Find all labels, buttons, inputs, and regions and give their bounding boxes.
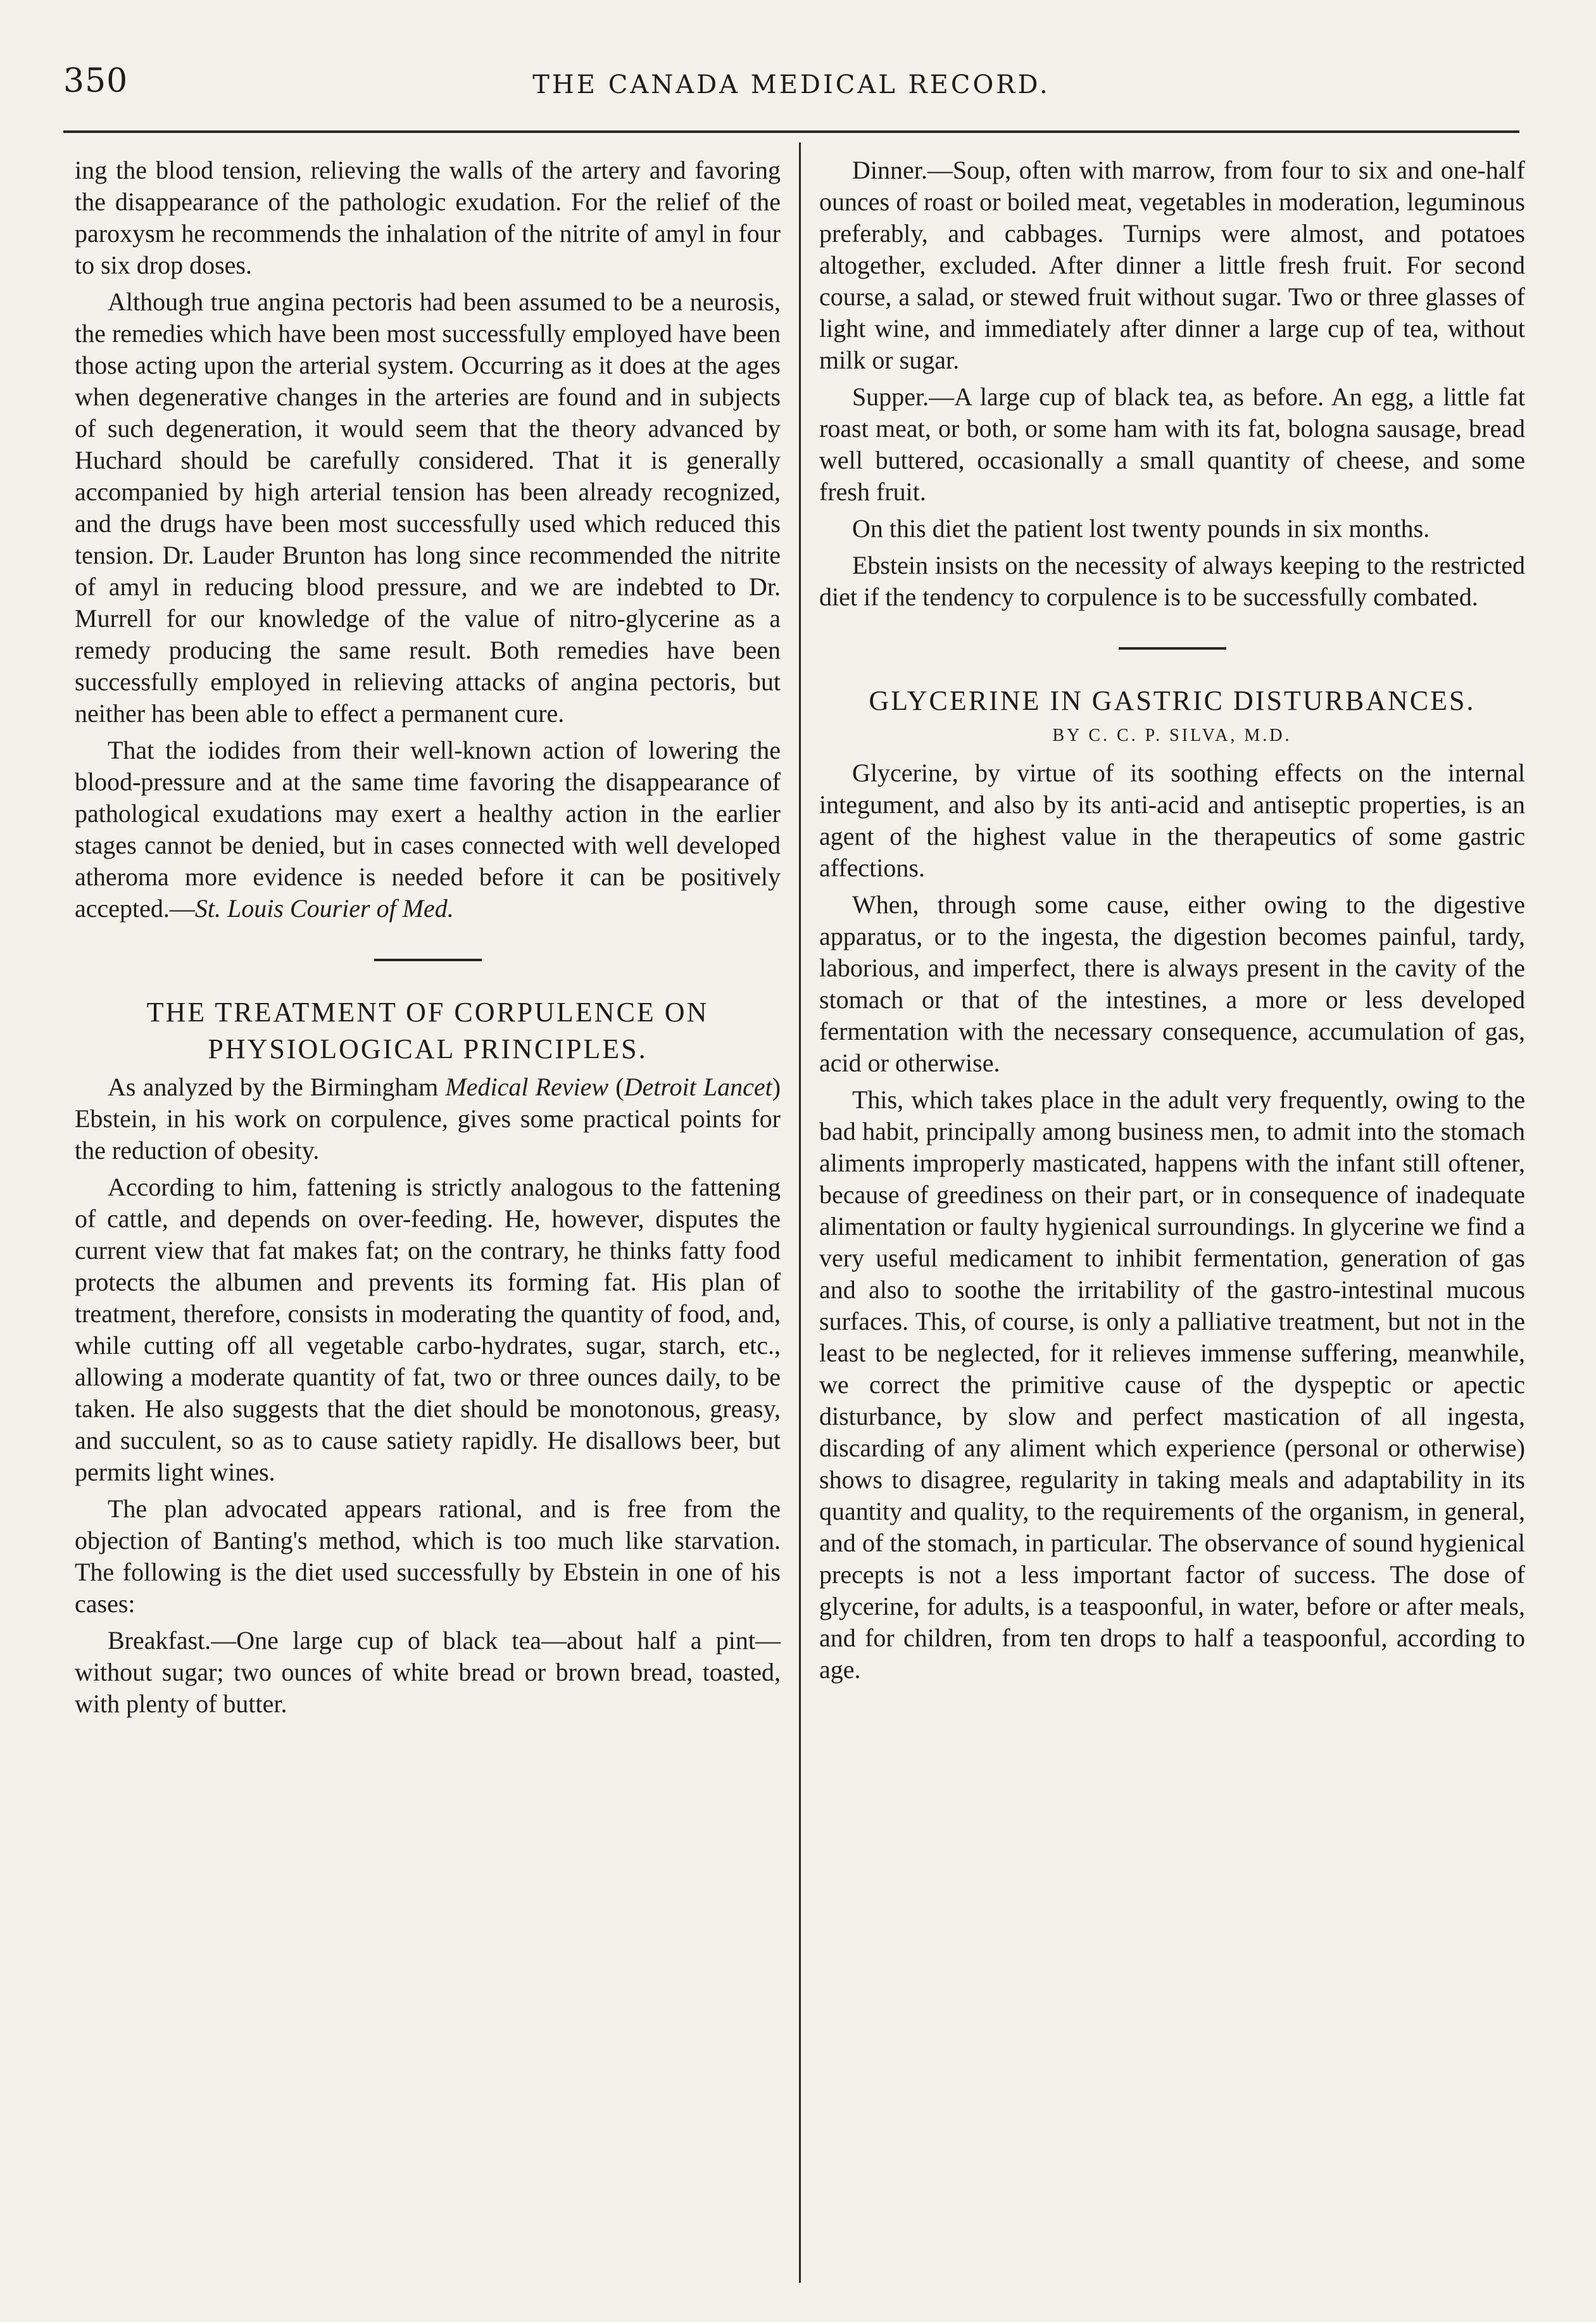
page-header	[63, 58, 1519, 115]
left-column	[75, 155, 781, 1725]
section-separator	[1119, 647, 1226, 650]
paragraph: Dinner.—Soup, often with marrow, from four to six and one-half ounces of roast or boiled meat, vegetables in moderation, leguminous preferably, and cabbages. Turnips were almost, and potatoes altogether, excluded. After dinner a little fresh fruit. For second course, a salad, or stewed fruit without sugar. Two or three glasses of light wine, and immediately after dinner a large cup of tea, without milk or sugar.	[819, 156, 1525, 374]
paragraph-text: ) Ebstein, in his work on corpulence, gives some practical points for the reduction of obesity.	[75, 1073, 781, 1164]
paragraph: When, through some cause, either owing to the digestive apparatus, or to the ingesta, the digestion becomes painful, tardy, laborious, and imperfect, there is always present in the cavity of the stomach or that of the intestines, a more or less developed fermentation with the necessary consequence, accumulation of gas, acid or otherwise.	[819, 890, 1525, 1077]
section-separator	[374, 959, 482, 961]
paragraph: The plan advocated appears rational, and is free from the objection of Banting's method, which is too much like starvation. The following is the diet used successfully by Ebstein in one of his cases:	[75, 1494, 781, 1618]
article-title: GLYCERINE IN GASTRIC DISTURBANCES.	[869, 685, 1476, 716]
paragraph	[75, 735, 781, 924]
source-citation: St. Louis Courier of Med.	[194, 894, 454, 923]
paragraph	[75, 1071, 781, 1166]
paragraph: Supper.—A large cup of black tea, as before. An egg, a little fat roast meat, or both, or some ham with its fat, bologna sausage, bread well buttered, occasionally a small quantity of cheese, and some fresh fruit.	[819, 382, 1525, 506]
paragraph: ing the blood tension, relieving the walls of the artery and favoring the disappearance of the pathologic exudation. For the relief of the paroxysm he recommends the inhalation of the nitrite of amyl in four to six drop doses.	[75, 156, 781, 279]
paragraph: Although true angina pectoris had been assumed to be a neurosis, the remedies which have been most successfully employed have been those acting upon the arterial system. Occurring as it does at the ages when degenerative changes in the arteries are found and in subjects of such degeneration, it would seem that the theory advanced by Huchard should be carefully considered. That it is generally accompanied by high arterial tension has been already recognized, and the drugs have been most successfully used which reduced this tension. Dr. Lauder Brunton has long since recommended the nitrite of amyl in reducing blood pressure, and we are indebted to Dr. Murrell for our knowledge of the value of nitro-glycerine as a remedy producing the same result. Both remedies have been successfully employed in relieving attacks of angina pectoris, but neither has been able to effect a permanent cure.	[75, 287, 781, 728]
article-title: THE TREATMENT OF CORPULENCE ON PHYSIOLOGICAL PRINCIPLES.	[146, 997, 709, 1064]
paragraph: Glycerine, by virtue of its soothing effects on the internal integument, and also by its anti-acid and antiseptic properties, is an agent of the highest value in the therapeutics of some gastric affections.	[819, 759, 1525, 882]
paragraph: On this diet the patient lost twenty pounds in six months.	[852, 514, 1430, 543]
journal-name: Medical Review	[445, 1073, 609, 1101]
page-number: 350	[63, 62, 129, 100]
column-divider	[799, 142, 801, 2283]
author-byline: BY C. C. P. SILVA, M.D.	[1052, 726, 1292, 745]
paragraph: According to him, fattening is strictly analogous to the fattening of cattle, and depends on over-feeding. He, however, disputes the current view that fat makes fat; on the contrary, he thinks fatty food protects the albumen and prevents its forming fat. His plan of treatment, therefore, consists in moderating the quantity of food, and, while cutting off all vegetable carbo-hydrates, sugar, starch, etc., allowing a moderate quantity of fat, two or three ounces daily, to be taken. He also suggests that the diet should be monotonous, greasy, and succulent, so as to cause satiety rapidly. He disallows beer, but permits light wines.	[75, 1173, 781, 1486]
paragraph: This, which takes place in the adult very frequently, owing to the bad habit, principally among business men, to admit into the stomach aliments improperly masticated, happens with the infant still oftener, because of greediness on their part, or in consequence of inadequate alimentation or faulty hygienical surroundings. In glycerine we find a very useful medicament to inhibit fermentation, generation of gas and also to soothe the irritability of the gastro-intestinal mucous surfaces. This, of course, is only a palliative treatment, but not in the least to be neglected, for it relieves immense suffering, meanwhile, we correct the primitive cause of the dyspeptic or apectic disturbance, by slow and perfect mastication of all ingesta, discarding of any aliment which experience (personal or otherwise) shows to disagree, regularity in taking meals and adaptability in its quantity and quality, to the requirements of the organism, in general, and of the stomach, in particular. The observance of sound hygienical precepts is not a less important factor of success. The dose of glycerine, for adults, is a teaspoonful, in water, before or after meals, and for children, from ten drops to half a teaspoonful, according to age.	[819, 1085, 1525, 1684]
paragraph-text: As analyzed by the Birmingham	[108, 1073, 446, 1101]
paragraph-text: That the iodides from their well-known action of lowering the blood-pressure and at the same time favoring the disappearance of pathological exudations may exert a healthy action in the earlier stages cannot be denied, but in cases connected with well developed atheroma more evidence is needed before it can be positively accepted.—	[75, 736, 781, 923]
source-citation: Detroit Lancet	[624, 1073, 772, 1101]
paragraph: Breakfast.—One large cup of black tea—about half a pint—without sugar; two ounces of white bread or brown bread, toasted, with plenty of butter.	[75, 1626, 781, 1718]
paragraph: Ebstein insists on the necessity of always keeping to the restricted diet if the tendency to corpulence is to be successfully combated.	[819, 551, 1525, 611]
right-column	[819, 155, 1525, 1691]
running-title: THE CANADA MEDICAL RECORD.	[532, 70, 1050, 99]
header-rule	[63, 130, 1519, 133]
punctuation: (	[608, 1073, 624, 1101]
